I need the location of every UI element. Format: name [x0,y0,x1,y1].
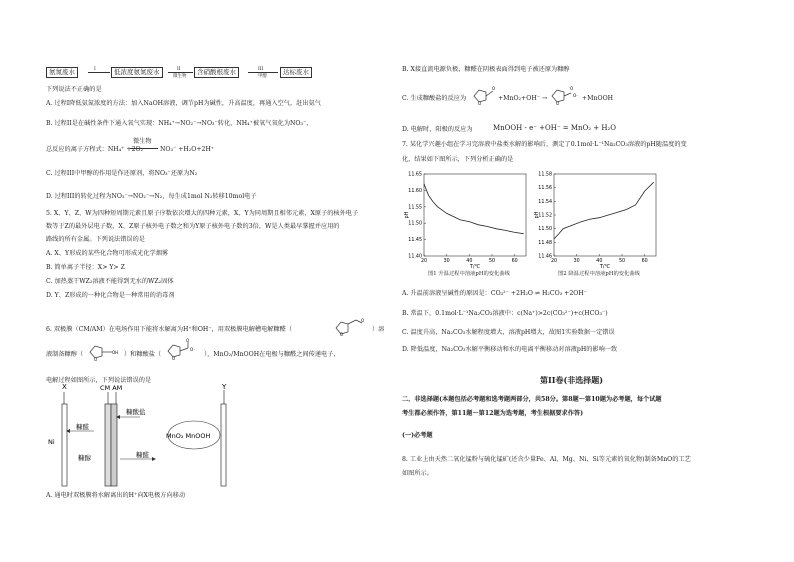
furfuryl-alcohol-structure [84,340,124,364]
q7-option-d: D. 降低温度，Na₂CO₃水解平衡移动和水的电离平衡移动对溶液pH的影响一致 [402,346,618,353]
diagram-label-furfural-left: 糠醛 [76,423,89,431]
plot-frame [554,174,656,256]
svg-text:OH: OH [112,350,119,355]
flow-step-1: I [94,67,96,72]
svg-text:O: O [492,86,496,91]
diagram-label-membrane: CM AM [100,384,123,392]
chart1-caption: 图1 升温过程中溶液pH的变化曲线 [428,271,510,277]
q6-option-c-suffix: +MnOOH [582,95,614,102]
flow-step-3: III [258,67,264,72]
diagram-label-ni: Ni [48,438,55,446]
svg-text:O: O [172,356,176,361]
x-axis-label: T/℃ [469,264,481,270]
q6-c-furfural [470,84,498,106]
flow-box-2: 低浓度氨氮废水 [111,67,163,78]
chart-cooling-ph [532,166,662,276]
subsection-required: (一)必考题 [402,432,433,439]
q5-stem-line1: 5. X、Y、Z、W为四种短周期元素且原子序数依次增大的四种元素，X、Y为同周期且相邻元素，X原子的核外电子 [46,210,359,217]
q6-stem-line1: 6. 双极膜（CM/AM）在电场作用下能将水解离为H⁺和OH⁻，用双极膜电解槽电解糠醛（ [46,326,293,333]
q7-option-a: A. 升温前溶液呈碱性的原因是：CO₃²⁻ +2H₂O ⇌ H₂CO₃ +2OH⁻ [402,290,588,297]
q6-stem-line2-c: ），MnO₂/MnOOH在电极与糠醛之间传递电子， [204,351,340,358]
svg-text:O: O [361,318,365,323]
y-tick-label: 11.52 [538,213,552,219]
svg-text:O⁻: O⁻ [573,93,579,98]
diagram-label-x: X [62,384,67,391]
q5-option-b: B. 简单离子半径：X> Y> Z [46,264,125,271]
diagram-label-furoate: 糠酸盐 [126,408,146,416]
furfural-structure [330,314,370,340]
diagram-label-mn: MnO₂ MnOOH [166,432,211,440]
q6-option-c-prefix: C. 生成糠酸盐的反应为 [402,95,467,102]
x-tick-label: 60 [641,259,648,264]
y-axis-label: pH [404,211,410,219]
q6-option-c-mid: +MnO₂+OH⁻ → [498,95,548,102]
q6-stem-line1-end: ）溶 [372,326,385,333]
y-axis-label: pH [534,211,540,219]
x-tick-label: 30 [443,259,450,264]
section2-intro-line2: 考生都必须作答，第11题～第12题为选考题，考生根据要求作答) [402,410,584,417]
y-tick-label: 11.48 [538,240,552,246]
q7-stem-line1: 7. 某化学兴趣小组在学习完溶液中盐类水解的影响后，测定了0.1mol·L⁻¹Na₂CO₃溶液的pH随温度的变 [402,141,687,148]
y-tick-label: 11.46 [538,254,552,260]
svg-text:O: O [340,332,344,337]
q4-option-b-line2-suffix: NO₃⁻ +H₂O+2H⁺ [160,146,215,153]
q6-stem-line2-a: 液制备糠醇（ [46,351,84,358]
diagram-label-furfural-right: 糠醛 [136,451,149,459]
q8-stem-line1: 8. 工业上由天然二氧化锰粉与硫化锰矿(还含少量Fe、Al、Mg、Ni、Si等元素的氧化物)制备MnO的工艺 [402,456,691,463]
q5-option-c: C. 加热蒸干WZ₂溶液不能得到无水的WZ₂固体 [46,278,174,285]
q6-stem-line2-b: ）和糠酸盐（ [124,351,162,358]
diagram-label-y: Y [222,384,227,391]
furoate-structure [162,338,204,364]
electrolysis-diagram [48,384,238,490]
svg-text:O: O [478,101,482,106]
q4-option-b-line2-prefix: 总反应的离子方程式：NH₄⁺ +2O₂ [46,146,144,153]
x-tick-label: 60 [511,259,518,264]
x-tick-label: 50 [488,259,496,264]
q4-intro: 下列说法不正确的是 [46,86,102,93]
diagram-label-furfuryl-alcohol: 糠醇 [78,454,91,462]
y-tick-label: 11.40 [408,254,422,260]
y-tick-label: 11.54 [538,199,552,205]
series-line [424,184,524,234]
q6-option-a: A. 通电时双极膜将水解离出的H⁺向X电极方向移动 [46,492,186,499]
q4-option-c: C. 过程III中甲醇的作用是作还原剂，将NO₃⁻还原为N₂ [46,170,198,177]
x-tick-label: 40 [466,259,473,264]
q4-reaction-arrow [130,148,158,149]
q7-option-b: B. 常温下，0.1mol·L⁻¹Na₂CO₃溶液中：c(Na⁺)>2c(CO₃²⁻)+c(HCO₃⁻) [402,310,608,317]
section-title: 第II卷(非选择题) [540,375,604,385]
y-tick-label: 11.65 [408,172,422,178]
q6-option-d-equation: MnOOH - e⁻ +OH⁻ = MnO₂ + H₂O [493,124,617,132]
flow-note-3: 甲醇 [258,74,267,79]
q4-option-a: A. 过程I降低氨氮浓度的方法：加入NaOH溶液，调节pH为碱性，升高温度，再通入空气，赶出氨气 [46,100,321,107]
svg-text:O⁻: O⁻ [190,347,196,352]
q5-stem-line2: 数等于Z的最外层电子数，X、Z原子核外电子数之和为Y原子核外电子数的3倍，W是人类最早掌握并应用的 [46,223,340,230]
y-tick-label: 11.45 [408,238,422,244]
flow-step-2: II [177,67,181,72]
section2-intro-line1: 二、非选择题(本题包括必考题和选考题两部分，共58分。第8题～第10题为必考题，每个试题 [402,396,662,403]
y-tick-label: 11.55 [408,205,422,211]
q5-option-d: D. Y、Z形成的一种化合物是一种常用的消毒剂 [46,292,175,299]
x-tick-label: 50 [618,259,626,264]
q7-option-c: C. 温度升高，Na₂CO₃水解程度增大，溶液pH增大，故图1实验数据一定错误 [402,329,615,336]
svg-text:O: O [556,101,560,106]
x-axis-label: T/℃ [599,264,611,270]
flow-box-4: 达标废水 [280,67,312,78]
flow-arrow-1 [88,72,110,73]
flow-box-3: 含硝酸根废水 [194,67,239,78]
q4-option-b-condition: 微生物 [133,138,152,145]
x-tick-label: 20 [420,259,428,264]
flow-note-2: 微生物 [173,74,187,79]
y-tick-label: 11.60 [408,188,422,194]
y-tick-label: 11.56 [538,186,552,192]
y-tick-label: 11.50 [408,221,422,227]
svg-text:O: O [94,357,98,362]
y-tick-label: 11.58 [538,172,552,178]
svg-text:O: O [570,86,574,91]
flow-box-1: 氨氮废水 [46,67,78,78]
q6-stem-line3: 电解过程如图所示，下列说法错误的是 [46,377,152,384]
q6-option-b: B. X接直流电源负极，糠醛在阴极表面得到电子被还原为糠醇 [402,66,570,73]
x-tick-label: 20 [550,259,558,264]
chart-heating-ph [402,166,532,276]
q4-option-b-line1: B. 过程II是在碱性条件下通入氧气实现：NH₄⁺→NO₂⁻→NO₃⁻转化，NH₄⁺被氧气氧化为NO₃⁻， [46,120,313,127]
y-tick-label: 11.50 [538,227,552,233]
chart2-caption: 图2 降温过程中溶液pH的变化曲线 [558,271,640,277]
svg-text:O: O [186,338,190,343]
q5-stem-line3: 路线的所有金属。下列说法错误的是 [46,236,145,243]
x-tick-label: 30 [573,259,580,264]
q5-option-a: A. X、Y形成的某些化合物可形成光化学烟雾 [46,250,169,257]
x-tick-label: 40 [596,259,603,264]
q7-stem-line2: 化，结果如下图所示，下列分析正确的是 [402,156,514,163]
plot-frame [424,174,526,256]
series-line [554,182,654,239]
q8-stem-line2: 如图所示。 [402,470,433,477]
q4-option-d: D. 过程III的转化过程为NO₃⁻→NO₂⁻→N₂，每生成1mol N₂转移10mol电子 [46,193,257,200]
q6-c-furoate [548,84,582,106]
q6-option-d-prefix: D. 电解时，阳极的反应为 [402,126,473,133]
